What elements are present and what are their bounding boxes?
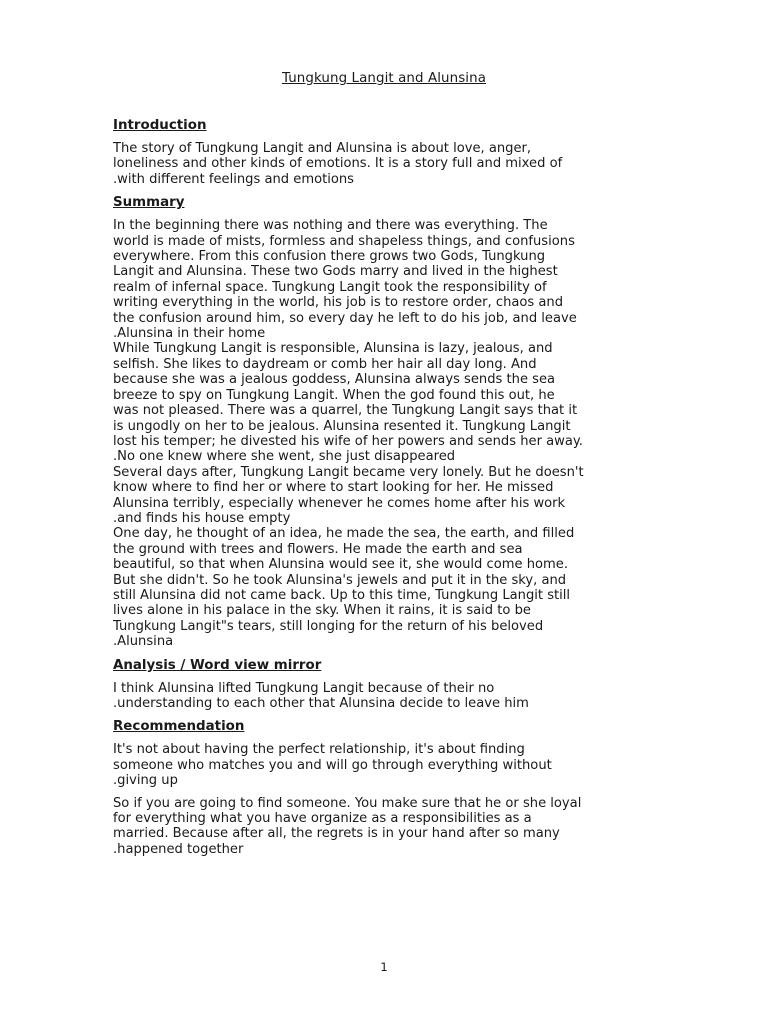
page-number: 1 bbox=[380, 960, 388, 974]
text-line: someone who matches you and will go through everything without bbox=[113, 757, 552, 773]
text-line: So if you are going to find someone. You make sure that he or she loyal bbox=[113, 795, 582, 811]
text-line: everywhere. From this confusion there grows two Gods, Tungkung bbox=[113, 249, 546, 265]
text-line: .happened together bbox=[113, 841, 244, 857]
document-title: Tungkung Langit and Alunsina bbox=[281, 71, 487, 86]
text-line: Langit and Alunsina. These two Gods marry and lived in the highest bbox=[113, 264, 558, 280]
text-line: breeze to spy on Tungkung Langit. When the god found this out, he bbox=[113, 387, 555, 403]
text-line: It's not about having the perfect relationship, it's about finding bbox=[113, 742, 525, 758]
paragraph bbox=[113, 218, 673, 649]
text-line: the ground with trees and flowers. He made the earth and sea bbox=[113, 541, 523, 557]
text-line: was not pleased. There was a quarrel, the Tungkung Langit says that it bbox=[113, 403, 578, 419]
text-line: One day, he thought of an idea, he made the sea, the earth, and filled bbox=[113, 526, 575, 542]
text-line: beautiful, so that when Alunsina would see it, she would come home. bbox=[113, 557, 568, 573]
text-line: Several days after, Tungkung Langit became very lonely. But he doesn't bbox=[113, 464, 584, 480]
text-line: because she was a jealous goddess, Alunsina always sends the sea bbox=[113, 372, 556, 388]
text-line: .understanding to each other that Alunsina decide to leave him bbox=[113, 696, 529, 711]
paragraph bbox=[113, 796, 673, 858]
paragraph bbox=[113, 141, 673, 187]
text-line: is ungodly on her to be jealous. Alunsina resented it. Tungkung Langit bbox=[113, 418, 571, 434]
section-heading: Introduction bbox=[113, 118, 207, 133]
text-line: The story of Tungkung Langit and Alunsina is about love, anger, bbox=[113, 141, 532, 156]
text-line: realm of infernal space. Tungkung Langit took the responsibility of bbox=[113, 279, 547, 295]
text-line: .giving up bbox=[113, 773, 178, 789]
text-line: lives alone in his palace in the sky. When it rains, it is said to be bbox=[113, 603, 531, 619]
text-line: .No one knew where she went, she just disappeared bbox=[113, 449, 456, 465]
section-heading: Summary bbox=[113, 195, 185, 211]
text-line: While Tungkung Langit is responsible, Alunsina is lazy, jealous, and bbox=[113, 341, 553, 357]
text-line: Alunsina terribly, especially whenever he comes home after his work bbox=[113, 495, 566, 511]
text-line: selfish. She likes to daydream or comb her hair all day long. And bbox=[113, 356, 537, 372]
section-heading: Recommendation bbox=[113, 719, 245, 735]
text-line: world is made of mists, formless and shapeless things, and confusions bbox=[113, 233, 575, 249]
text-line: for everything what you have organize as a responsibilities as a bbox=[113, 811, 532, 827]
text-line: loneliness and other kinds of emotions. It is a story full and mixed of bbox=[113, 156, 563, 172]
paragraph bbox=[113, 681, 673, 712]
text-line: In the beginning there was nothing and there was everything. The bbox=[113, 218, 548, 234]
text-line: I think Alunsina lifted Tungkung Langit because of their no bbox=[113, 680, 495, 696]
text-line: still Alunsina did not came back. Up to this time, Tungkung Langit still bbox=[113, 587, 571, 603]
text-line: the confusion around him, so every day he left to do his job, and leave bbox=[113, 310, 577, 326]
text-line: writing everything in the world, his job is to restore order, chaos and bbox=[113, 295, 564, 311]
text-line: Tungkung Langit"s tears, still longing for the return of his beloved bbox=[113, 618, 544, 634]
section-heading: Analysis / Word view mirror bbox=[113, 657, 322, 673]
paragraph bbox=[113, 742, 673, 788]
document-body bbox=[113, 117, 673, 864]
text-line: But she didn't. So he took Alunsina's jewels and put it in the sky, and bbox=[113, 572, 567, 588]
text-line: .Alunsina bbox=[113, 634, 174, 650]
text-line: know where to find her or where to start looking for her. He missed bbox=[113, 480, 554, 496]
text-line: married. Because after all, the regrets is in your hand after so many bbox=[113, 826, 560, 842]
text-line: .and finds his house empty bbox=[113, 510, 291, 526]
text-line: lost his temper; he divested his wife of her powers and sends her away. bbox=[113, 433, 583, 449]
text-line: .with different feelings and emotions bbox=[113, 171, 354, 187]
text-line: .Alunsina in their home bbox=[113, 326, 266, 342]
